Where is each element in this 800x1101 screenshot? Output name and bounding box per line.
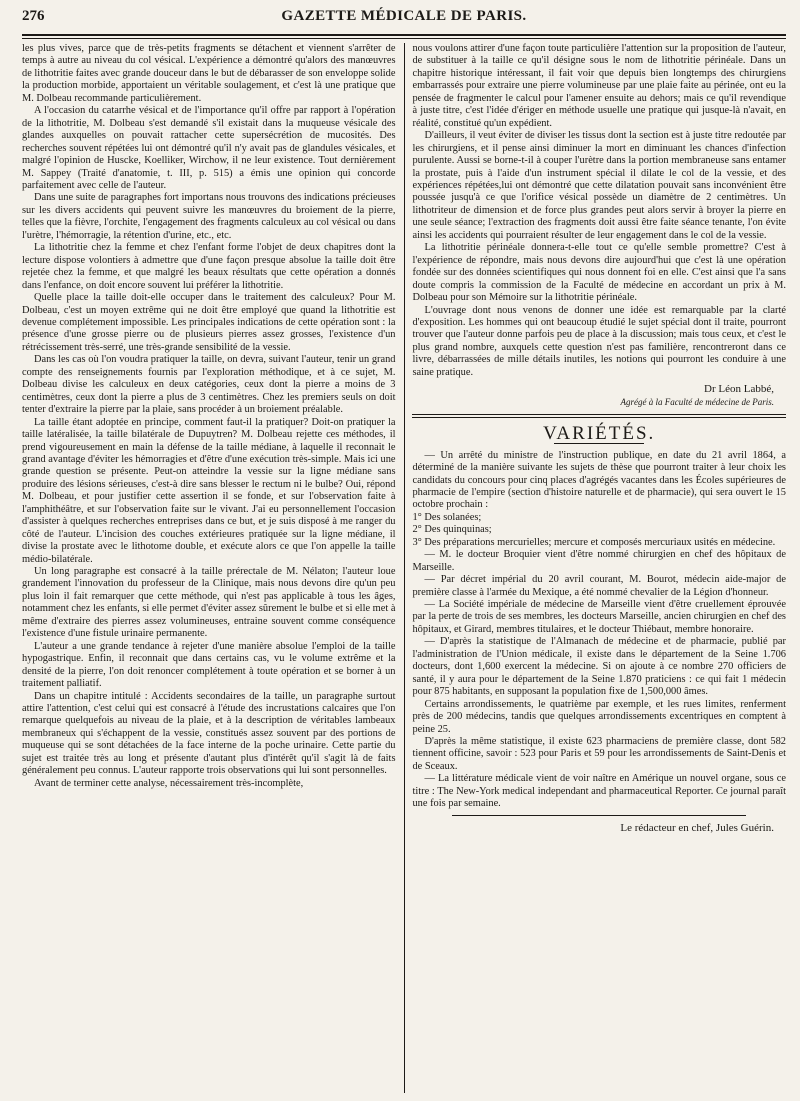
paragraph: Quelle place la taille doit-elle occuper dans le traitement des calculeux? Pour M. Dolbeau, c'est un moyen extrême qui ne doit être employé que quand la lithotritie est devenue complétement impossible. Les principales indications de cette opération sont : la présence d'une grosse pierre ou de plusieurs pierres assez grosses, l'existence d'un rétrécissement très-serré, une très-grande sensibilité de la vessie.: [22, 292, 396, 353]
paragraph: Avant de terminer cette analyse, nécessairement très-incomplète,: [34, 777, 304, 789]
columns: [22, 43, 786, 1093]
news-item: — Un arrêté du ministre de l'instruction publique, en date du 21 avril 1864, a déterminé de la manière suivante les sujets de thèse que pourront traiter à leur choix les candidats du concours pour cinq places d'agrégés vacantes dans les Écoles supérieures de pharmacie de l'empire (section d'histoire naturelle et de pharmacie), qui sera ouvert le 15 octobre prochain :: [412, 449, 786, 511]
news-item: D'après la même statistique, il existe 623 pharmaciens de première classe, dont 582 tiennent officine, savoir : 523 pour Paris et 59 pour les arrondissements de Saint-Denis et de Sceaux.: [412, 736, 786, 772]
editor-signature: Le rédacteur en chef, Jules Guérin.: [620, 821, 774, 834]
paragraph: L'auteur a une grande tendance à rejeter d'une manière absolue l'emploi de la taille hypogastrique. Enfin, il reconnait que dans certains cas, vu le volume extrême et la densité de la pierre, l'on doit renoncer complétement à toute opération et se borner à un traitement palliatif.: [22, 640, 396, 690]
paragraph: La lithotritie chez la femme et chez l'enfant forme l'objet de deux chapitres dont la lecture dispose volontiers à admettre que d'une façon presque absolue la taille doit être rejetée chez la femme, et que malgré les beaux résultats que cette opération a donnés dans l'enfance, on doit encore souvent lui préférer la lithotritie.: [22, 242, 396, 291]
list-item: 1° Des solanées;: [412, 511, 482, 523]
section-title: VARIÉTÉS.: [543, 423, 656, 445]
running-title: GAZETTE MÉDICALE DE PARIS.: [281, 8, 527, 24]
left-column: [22, 43, 404, 1093]
news-item: — La Société impériale de médecine de Marseille vient d'être cruellement éprouvée par la perte de trois de ses membres, les docteurs Marseille, ancien chirurgien en chef des hôpitaux, et Girard, membres titulaires, et le docteur Thiébaut, membre honoraire.: [412, 599, 786, 635]
paragraph: nous voulons attirer d'une façon toute particulière l'attention sur la proposition de l'auteur, de substituer à la taille ce qu'il désigne sous le nom de lithotritie périnéale. Dans un chapitre historique intéressant, il fait voir que depuis bien longtemps des chirurgiens embarrassés pour extraire une pierre volumineuse par une plaie faite au périnée, ont eu la pensée de fragmenter le calcul pour l'amener ensuite au dehors; mais ce qu'il revendique à juste titre, c'est l'idée d'ériger en méthode usuelle une pratique qui jusque-là n'avait, en réalité, constitué qu'un expédient.: [412, 43, 786, 129]
closing-rule: [452, 815, 746, 816]
page-header: [22, 8, 786, 32]
author-title: Agrégé à la Faculté de médecine de Paris.: [620, 396, 774, 407]
news-item: Certains arrondissements, le quatrième par exemple, et les rues limites, renferment près de 200 médecins, tandis que quelques arrondissements excentriques en comptent à peine 25.: [412, 698, 786, 735]
paragraph: La lithotritie périnéale donnera-t-elle tout ce qu'elle semble promettre? C'est à l'expérience de répondre, mais nous devons dire aujourd'hui que c'est là une opération fondée sur des données scientifiques qui nous donnent foi en elle. C'est ainsi que l'a sans doute compris la commission de la Faculté de médecine en accordant un prix à M. Dolbeau pour son Mémoire sur la lithotritie périnéale.: [412, 242, 786, 304]
paragraph: les plus vives, parce que de très-petits fragments se détachent et viennent s'arrêter de temps à autre au niveau du col vésical. L'expérience a démontré qu'alors des manœuvres de lithotritie faites avec grande douceur dans le but de débarasser de son enveloppe solide la production morbide, apportaient un véritable soulagement, et c'est là une pratique que M. Dolbeau recommande particulièrement.: [22, 43, 396, 104]
section-rule: [412, 414, 786, 418]
paragraph: Dans les cas où l'on voudra pratiquer la taille, on devra, suivant l'auteur, tenir un grand compte des renseignements fournis par l'exploration méthodique, et à ce sujet, M. Dolbeau divise les calculeux en deux catégories, ceux dont la pierre a moins de 3 centimètres, ceux dont la pierre a plus de 3 centimètres. Chez les premiers seuls on doit tenter d'extraire la pierre par la plaie, sans procéder à un broiement préalable.: [22, 354, 396, 416]
list-item: 2° Des quinquinas;: [412, 524, 492, 536]
header-rule: [22, 34, 786, 39]
paragraph: Dans une suite de paragraphes fort importans nous trouvons des indications précieuses sur les divers accidents qui peuvent suivre les manœuvres du broiement de la pierre, telles que la fièvre, l'orchite, l'engagement des fragments calculeux au col vésical ou dans l'urètre, l'hémorragie, la rétention d'urine, etc., etc.: [22, 192, 396, 241]
news-item: — M. le docteur Broquier vient d'être nommé chirurgien en chef des hôpitaux de Marseille.: [412, 549, 786, 573]
paragraph: Dans un chapitre intitulé : Accidents secondaires de la taille, un paragraphe surtout attire l'attention, c'est celui qui est consacré à l'étude des incrustations calcaires que l'on remarque quelquefois au niveau de la plaie, et à la description de véritables lambeaux membraneux qui s'échappent de la vessie, constitués assez souvent par des portions de muqueuse qui se sont détachées de la face interne de la poche urinaire. Cette partie du sujet est traitée très au long et présente d'autant plus d'intérêt qu'il s'agit là de faits généralement peu connus. L'auteur rapporte trois observations qui lui sont personnelles.: [22, 690, 396, 777]
news-item: — D'après la statistique de l'Almanach de médecine et de pharmacie, publié par l'administration de l'Union médicale, il existe dans le département de la Seine 1.706 docteurs, dont 1,600 exercent la médecine. Si on ajoute à ce nombre 270 officiers de santé, il y aura pour le département de la Seine 1.870 praticiens : ce qui fait 1 médecin pour 875 habitants, en supposant la population fixe de 1,500,000 âmes.: [412, 636, 786, 698]
news-item: — La littérature médicale vient de voir naître en Amérique un nouvel organe, sous ce titre : The New-York medical independant and pharmaceutical Reporter. Ce journal paraît une fois par semaine.: [412, 773, 786, 810]
paragraph: L'ouvrage dont nous venons de donner une idée est remarquable par la clarté d'exposition. Les hommes qui ont beaucoup étudié le sujet spécial dont il traite, pourront trouver que l'auteur donne parfois peu de place à la discussion; mais tous ceux, et c'est le plus grand nombre, auxquels cette question n'est pas familière, rencontreront dans ce livre, débarrassées de mille détails inutiles, les notions qui pourront les conduire à une saine pratique.: [412, 304, 786, 378]
page-number: 276: [22, 8, 45, 24]
paragraph: D'ailleurs, il veut éviter de diviser les tissus dont la section est à juste titre redoutée par les chirurgiens, et il pense ainsi diminuer la mort en diminuant les chances d'infection purulente. Aussi se borne-t-il à couper l'urètre dans la portion membraneuse sans entamer la prostate, puis à l'aide d'un instrument spécial il dilate le col de la vessie, et des expériences répétées,lui ont démontré que cette dilatation pouvait sans inconvénient être poussée jusqu'à ce que l'orifice vésical possède un diamètre de 2 centimètres. Un lithotriteur de dimension et de force plus grandes peut alors servir à broyer la pierre en une seule séance; l'extraction des fragments doit aussi être faite séance tenante, l'on évite ainsi les accidents qui pourraient résulter de leur engagement dans le col de la vessie.: [412, 130, 786, 241]
list-item: 3° Des préparations mercurielles; mercure et composés mercuriaux usités en médecine.: [412, 536, 776, 548]
paragraph: A l'occasion du catarrhe vésical et de l'importance qu'il offre par rapport à l'opération de la lithotritie, M. Dolbeau s'est demandé s'il existait dans la muqueuse vésicale des glandes auxquelles on pouvait rattacher cette supersécrétion de mucosités. Des recherches souvent répétées lui ont démontré qu'il n'y avait pas de glandules vésicales, et malgré l'opinion de Huscke, Koelliker, Wirchow, il ne leur existence. Tout dernièrement M. Sappey (Traité d'anatomie, t. III, p. 515) a émis une opinion qui concorde parfaitement avec celle de l'auteur.: [22, 105, 396, 191]
right-column: [404, 43, 786, 1093]
news-item: — Par décret impérial du 20 avril courant, M. Bourot, médecin aide-major de première classe à l'armée du Mexique, a été nommé chevalier de la Légion d'honneur.: [412, 574, 786, 598]
paragraph: Un long paragraphe est consacré à la taille prérectale de M. Nélaton; l'auteur loue grandement l'innovation du professeur de la Clinique, mais nous devons dire qu'un peu plus loin il fait remarquer que cette méthode, qui n'est pas applicable à tous les âges, notamment chez les enfants, si elle permet d'éviter assez sûrement le bulbe et si elle met à même d'extraire des pierres assez volumineuses, entraine souvent comme conséquence l'existence d'une fistule urinaire permanente.: [22, 566, 396, 640]
paragraph: La taille étant adoptée en principe, comment faut-il la pratiquer? Doit-on pratiquer la taille latéralisée, la taille bilatérale de Dupuytren? M. Dolbeau rejette ces méthodes, il prend vigoureusement en main la défense de la taille médiane, à laquelle il reconnait le grand avantage d'éviter les hémorragies et d'être d'une exécution très-simple. Mais ici une grande question se présente. Peut-on atteindre la vessie sur la ligne médiane sans produire des lésions sérieuses, c'est-à dire sans blesser le rectum ni le bulbe? Oui, répond M. Dolbeau, et pour justifier cette assertion il se fonde, et sur l'observation faite à l'amphithéâtre, et sur l'observation faite sur le vivant. J'ai eu personnellement l'occasion d'assister à quelques recherches entreprises dans ce but, et je suis disposé à me ranger du côté de l'auteur. L'incision des couches extérieures pratiquée sur la ligne médiane, il divise la prostate avec le lithotome double, et exécute alors ce que l'on appelle la taille médio-bilatérale.: [22, 416, 396, 565]
author-signature: Dr Léon Labbé,: [704, 383, 774, 396]
